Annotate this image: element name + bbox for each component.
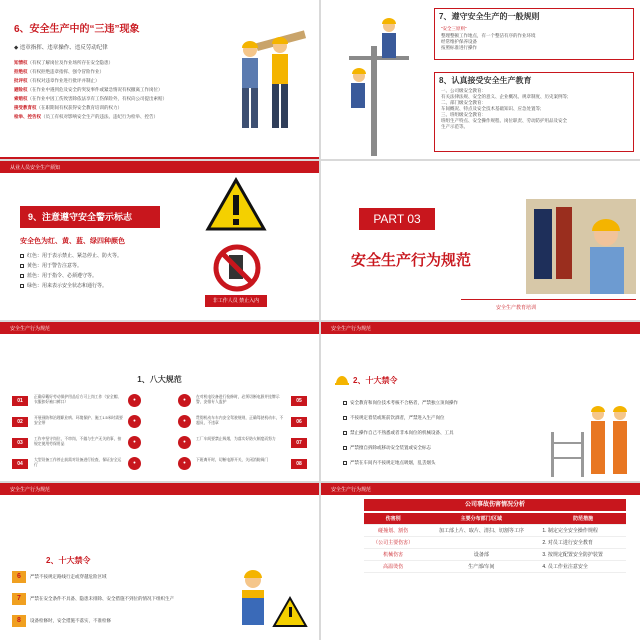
- rights-key: 知情权: [14, 60, 28, 65]
- rule-item: 按照标准进行操作: [441, 45, 477, 50]
- color-item: [20, 271, 122, 281]
- slide-ten-bans-b: [0, 483, 319, 640]
- table-cell: 4. 员工作业注意安全: [540, 561, 626, 573]
- rights-desc: （在作业中因工伤致害除依法享有工伤保险外，有权向公司提出索赔）: [27, 96, 167, 101]
- norm-icon: •: [128, 457, 141, 470]
- slide7-bar-label: 安全生产行为规范: [10, 487, 51, 493]
- norm-number: 04: [12, 459, 28, 469]
- helmet-icon: [335, 372, 349, 386]
- edu8-title: 8、认真接受安全生产教育: [439, 76, 532, 85]
- rights-key: 批评权: [14, 78, 28, 83]
- ban-text: 禁止操作自己不熟悉或者非本岗位的机械设备、工具: [350, 430, 454, 435]
- slide6-title: 2、十大禁令: [353, 376, 398, 385]
- rules7-list: [435, 33, 633, 51]
- table-cell: 1. 制定完全安全操作规程: [540, 525, 626, 537]
- norm-text: 开展预防和治理职业病、环境保护、施工1.5米时需要安全带: [34, 416, 123, 425]
- ban-number: 6: [12, 571, 26, 583]
- checkbox-icon: [343, 461, 347, 465]
- workers-illustration: [226, 30, 306, 140]
- norm-text: 在对机电设备进行检修时，必须切断电源并挂牌示警，安排专人监护: [196, 395, 280, 404]
- worker-warning-illustration: [228, 568, 308, 640]
- norm-icon: •: [128, 415, 141, 428]
- scaffold-workers-illustration: [546, 402, 636, 477]
- checkbox-icon: [343, 416, 347, 420]
- edu-item: 生产示范等。: [441, 124, 468, 129]
- rules7-title: 7、遵守安全生产的一般规则: [435, 9, 633, 24]
- no-entry-sign-text: 非工作人员 禁止入内: [205, 295, 267, 307]
- part-title: 安全生产行为规范: [351, 252, 472, 269]
- edu8-box: [434, 72, 634, 152]
- rights-list: [14, 58, 229, 121]
- table-cell: 生产部/车间: [422, 561, 540, 573]
- rights-item: [14, 112, 229, 121]
- checkbox-icon: [20, 284, 24, 288]
- color-item-text: 红色：用于表示禁止、紧急停止、防火等。: [27, 253, 123, 259]
- norm-icon: •: [178, 436, 191, 449]
- ban-text: 严禁擅自拆除或移动安全装置或安全标志: [350, 445, 431, 450]
- checkbox-icon: [343, 446, 347, 450]
- rights-key: 避险权: [14, 87, 28, 92]
- rule-item: 经常维护保养设备: [441, 39, 477, 44]
- rule-item: 整理整顿工作地点，有一个整洁有序的作业环境: [441, 33, 536, 38]
- slide-warning-signs: [0, 161, 319, 320]
- slide1-subtitle: ◆ 违章指挥、违章操作、违反劳动纪律: [14, 45, 108, 51]
- slide6-top-bar: [321, 322, 640, 334]
- no-entry-sign-icon: [212, 243, 262, 293]
- table-cell: [422, 537, 540, 549]
- slide-three-violations: [0, 0, 319, 159]
- safety-colors-head: 安全色为红、黄、蓝、绿四种颜色: [20, 238, 125, 245]
- edu-item: 车间概况、特点及安全技术基础知识、应急处置等;: [441, 106, 542, 111]
- rights-key: 索赔权: [14, 96, 28, 101]
- slide8-top-bar: [321, 483, 640, 495]
- norm-icon: •: [178, 415, 191, 428]
- color-item-text: 黄色：用于警告注意等。: [27, 263, 83, 269]
- table-row: [364, 537, 626, 549]
- footer-divider: [461, 299, 636, 300]
- rights-key: 检举、控告权: [14, 114, 41, 119]
- slide1-title: 6、安全生产中的“三违”现象: [14, 24, 140, 35]
- edu-item: 三、班组级安全教育：: [441, 112, 486, 117]
- norm-number: 02: [12, 417, 28, 427]
- norm-text: 工厂车间要禁止吸烟，为落实好防火制度而努力: [196, 437, 276, 441]
- slide3-title: 9、注意遵守安全警示标志: [20, 206, 160, 228]
- slide1-bottom-bar: [0, 157, 319, 159]
- norm-icon: •: [178, 394, 191, 407]
- part-number: PART 03: [359, 208, 435, 230]
- ban-item: [343, 425, 543, 440]
- edu-item: 一、公司级安全教育：: [441, 88, 486, 93]
- table-cell: （公司主要伤害）: [364, 537, 422, 549]
- checkbox-icon: [20, 254, 24, 258]
- table-cell: 高温烫伤: [364, 561, 422, 573]
- norm-number: 06: [291, 417, 307, 427]
- column-header: 防范措施: [540, 513, 626, 525]
- norm-text: 贯彻机动车车内安全驾驶规则，正确驾驶机动车，不超员，不违章: [196, 416, 284, 425]
- checkbox-icon: [343, 431, 347, 435]
- rights-item: [14, 67, 229, 76]
- rules7-head: “安全三原则”: [441, 26, 467, 31]
- ban-item: [343, 395, 543, 410]
- norm-number: 01: [12, 396, 28, 406]
- accident-table: [364, 513, 626, 573]
- checkbox-icon: [20, 264, 24, 268]
- slide-eight-norms: [0, 322, 319, 481]
- slide6-bar-label: 安全生产行为规范: [331, 326, 372, 332]
- rights-item: [14, 94, 229, 103]
- ban-text: 安全教育和岗位技术考核不合格者，严禁独立顶岗操作: [350, 400, 458, 405]
- norm-number: 08: [291, 459, 307, 469]
- norm-icon: •: [128, 394, 141, 407]
- ban-number: 7: [12, 593, 26, 605]
- rights-key: 拒绝权: [14, 69, 28, 74]
- slide5-title: 1、八大规范: [137, 375, 182, 384]
- norm-number: 03: [12, 438, 28, 448]
- norm-icon: •: [178, 457, 191, 470]
- rights-desc: （在作业中遇到危及安全的突发事件或紧急情况有权撤离工作岗位）: [27, 87, 163, 92]
- rights-desc: （有权了解岗位及作业场所存在安全隐患）: [27, 60, 113, 65]
- rights-item: [14, 103, 229, 112]
- color-item: [20, 281, 122, 291]
- ban-item: [12, 593, 174, 605]
- column-header: 伤害别: [364, 513, 422, 525]
- ban-text: 严禁在安全条件不具备、隐患未排除、安全措施不到位的情况下组织生产: [30, 596, 174, 602]
- color-item-text: 绿色：用来表示安全状态和通行等。: [27, 283, 108, 289]
- edu8-list: [435, 88, 633, 130]
- color-item-text: 蓝色：用于指令、必须遵守等。: [27, 273, 98, 279]
- slide3-top-bar: [0, 161, 319, 173]
- rights-item: [14, 76, 229, 85]
- table-cell: 3. 按规定配置安全防护装置: [540, 549, 626, 561]
- ban-text: 严禁在车间内不按规定地点吸烟，乱丢烟头: [350, 460, 436, 465]
- pole-workers-illustration: [329, 6, 419, 156]
- slide5-bar-label: 安全生产行为规范: [10, 326, 51, 332]
- slide-part03: [321, 161, 640, 320]
- slide5-top-bar: [0, 322, 319, 334]
- table-cell: 设备部: [422, 549, 540, 561]
- ban-item: [343, 440, 543, 455]
- rights-key: 接受教育权: [14, 105, 37, 110]
- edu-item: 班组生产特点、安全操作规程、岗位职责、劳动防护用品及安全: [441, 118, 567, 123]
- norm-text: 下班离开时，切断电源开关，关闭消防阀门: [196, 458, 269, 462]
- slide8-bar-label: 安全生产行为规范: [331, 487, 372, 493]
- ban-text: 严禁不按规定路线行走或穿越危险区域: [30, 574, 107, 580]
- table-row: [364, 549, 626, 561]
- rights-desc: （有权对违章作业进行批评并制止）: [27, 78, 100, 83]
- accident-table-title: 公司事故伤害情况分析: [364, 499, 626, 511]
- table-header-row: [364, 513, 626, 525]
- edu-item: 有关法律法规、安全的意义、企业概况、规章制度、历史案例等;: [441, 94, 569, 99]
- table-cell: 机械伤害: [364, 549, 422, 561]
- color-item: [20, 251, 122, 261]
- slide-accident-analysis: [321, 483, 640, 640]
- slide-general-rules: [321, 0, 640, 159]
- table-cell: 加工部上片、取片、清扫、切割等工序: [422, 525, 540, 537]
- rights-item: [14, 85, 229, 94]
- part-footer: 安全生产教育培训: [496, 305, 537, 311]
- ban-item: [343, 455, 543, 470]
- ban-text: 设备检修时，安全措施不落实，不准检修: [30, 618, 111, 624]
- ban-item: [12, 571, 107, 583]
- warning-triangle-icon: [205, 177, 267, 233]
- slide7-top-bar: [0, 483, 319, 495]
- rights-desc: （在职期间有权获得安全教育培训的权力）: [36, 105, 122, 110]
- table-cell: 2. 对员工进行安全教育: [540, 537, 626, 549]
- table-row: [364, 561, 626, 573]
- rights-desc: （员工有权对影响安全生产的违法、违纪行为检举、控告）: [41, 114, 158, 119]
- slide-ten-bans-a: [321, 322, 640, 481]
- ban-item: [12, 615, 111, 627]
- column-header: 主要分布部门/区域: [422, 513, 540, 525]
- color-item: [20, 261, 122, 271]
- norm-number: 05: [291, 396, 307, 406]
- worker-photo: [526, 199, 636, 294]
- safety-colors-list: [20, 251, 122, 291]
- norm-text: 工作中坚守岗位，不串岗，不做与生产无关的事，按规定使用劳保用品: [34, 437, 122, 446]
- edu-item: 二、部门级安全教育：: [441, 100, 486, 105]
- slide3-bar-label: 从业人员安全生产须知: [10, 165, 61, 171]
- table-cell: 碰撞划、割伤: [364, 525, 422, 537]
- bans-list-a: [343, 395, 543, 470]
- norm-number: 07: [291, 438, 307, 448]
- checkbox-icon: [343, 401, 347, 405]
- ban-number: 8: [12, 615, 26, 627]
- table-row: [364, 525, 626, 537]
- checkbox-icon: [20, 274, 24, 278]
- rights-item: [14, 58, 229, 67]
- ban-item: [343, 410, 543, 425]
- norm-text: 大型设备工作停止前需对设备进行检查，保证安全运行: [34, 458, 122, 467]
- ban-text: 不按规定着装或班前饮酒者，严禁进入生产岗位: [350, 415, 445, 420]
- norm-icon: •: [128, 436, 141, 449]
- rights-desc: （有权拒绝违章指挥、强令冒险作业）: [27, 69, 104, 74]
- norm-text: 正确穿戴好劳动保护用品后方可上岗工作（安全帽、衣服扣好袖口裤口）: [34, 395, 122, 404]
- slide7-title: 2、十大禁令: [46, 556, 91, 565]
- rules7-box: [434, 8, 634, 60]
